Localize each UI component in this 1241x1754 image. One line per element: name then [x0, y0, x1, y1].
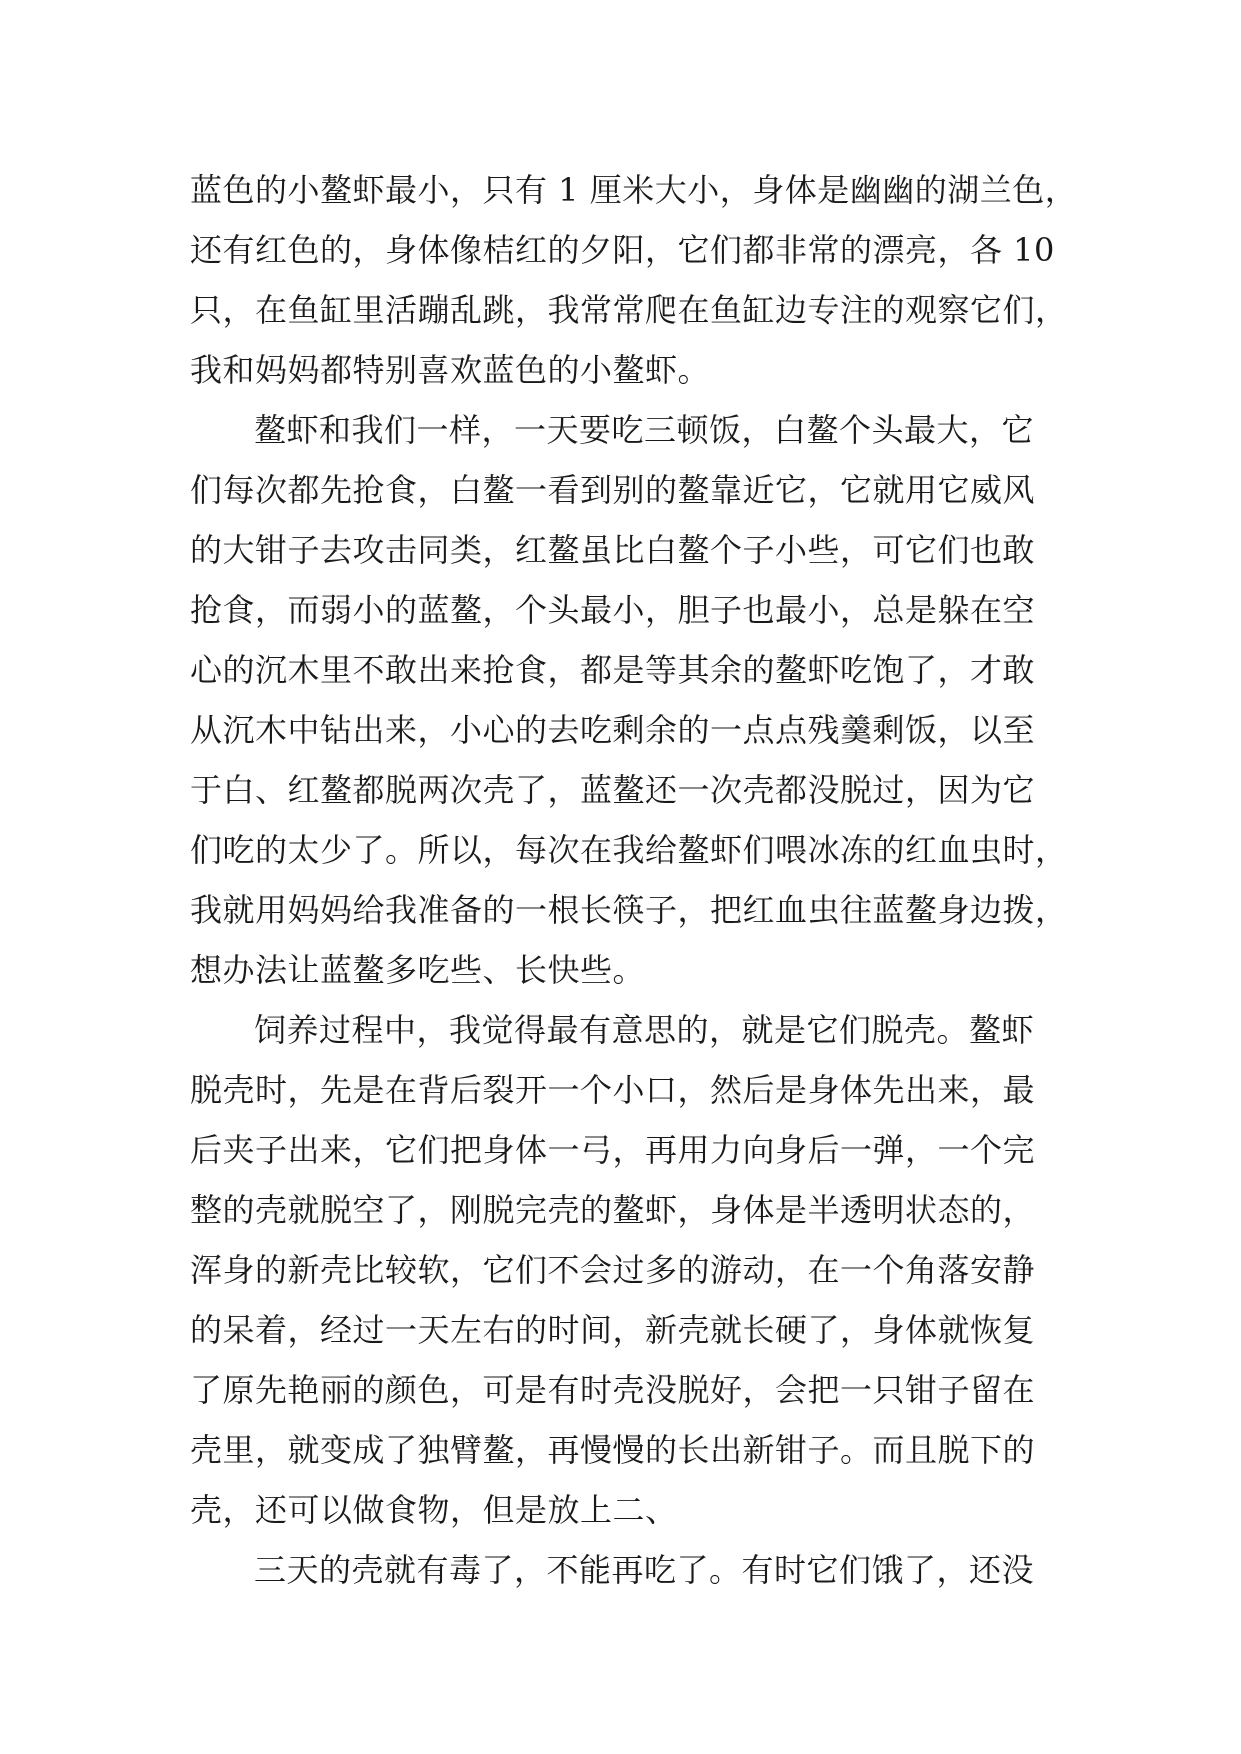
text-line: 只，在鱼缸里活蹦乱跳，我常常爬在鱼缸边专注的观察它们， — [190, 291, 1068, 329]
text-line: 心的沉木里不敢出来抢食，都是等其余的鳌虾吃饱了，才敢 — [190, 651, 1036, 689]
text-line: 从沉木中钻出来，小心的去吃剩余的一点点残羹剩饭，以至 — [190, 711, 1036, 749]
paragraph-first-line: 鳌虾和我们一样，一天要吃三顿饭，白鳌个头最大，它 — [254, 411, 1035, 449]
text-line: 脱壳时，先是在背后裂开一个小口，然后是身体先出来，最 — [190, 1071, 1036, 1109]
text-line: 抢食，而弱小的蓝鳌，个头最小，胆子也最小，总是躲在空 — [190, 591, 1036, 629]
text-line: 于白、红鳌都脱两次壳了，蓝鳌还一次壳都没脱过，因为它 — [190, 771, 1036, 809]
text-line: 壳，还可以做食物，但是放上二、 — [190, 1491, 678, 1529]
paragraph-first-line: 三天的壳就有毒了，不能再吃了。有时它们饿了，还没 — [254, 1551, 1035, 1589]
text-line: 还有红色的，身体像桔红的夕阳，它们都非常的漂亮，各 10 — [190, 231, 1055, 269]
text-line: 了原先艳丽的颜色，可是有时壳没脱好，会把一只钳子留在 — [190, 1371, 1036, 1409]
text-line: 壳里，就变成了独臂鳌，再慢慢的长出新钳子。而且脱下的 — [190, 1431, 1036, 1469]
text-line: 们吃的太少了。所以，每次在我给鳌虾们喂冰冻的红血虫时， — [190, 831, 1068, 869]
text-line: 整的壳就脱空了，刚脱完壳的鳌虾，身体是半透明状态的， — [190, 1191, 1036, 1229]
text-line: 浑身的新壳比较软，它们不会过多的游动，在一个角落安静 — [190, 1251, 1036, 1289]
text-line: 们每次都先抢食，白鳌一看到别的鳌靠近它，它就用它威风 — [190, 471, 1036, 509]
text-line: 的呆着，经过一天左右的时间，新壳就长硬了，身体就恢复 — [190, 1311, 1036, 1349]
text-line: 我就用妈妈给我准备的一根长筷子，把红血虫往蓝鳌身边拨， — [190, 891, 1068, 929]
text-line: 想办法让蓝鳌多吃些、长快些。 — [190, 951, 646, 989]
text-line: 的大钳子去攻击同类，红鳌虽比白鳌个子小些，可它们也敢 — [190, 531, 1036, 569]
text-line: 我和妈妈都特别喜欢蓝色的小鳌虾。 — [190, 351, 711, 389]
text-line: 后夹子出来，它们把身体一弓，再用力向身后一弹，一个完 — [190, 1131, 1036, 1169]
paragraph-first-line: 饲养过程中，我觉得最有意思的，就是它们脱壳。鳌虾 — [254, 1011, 1035, 1049]
text-line: 蓝色的小鳌虾最小，只有 1 厘米大小，身体是幽幽的湖兰色， — [190, 171, 1078, 209]
